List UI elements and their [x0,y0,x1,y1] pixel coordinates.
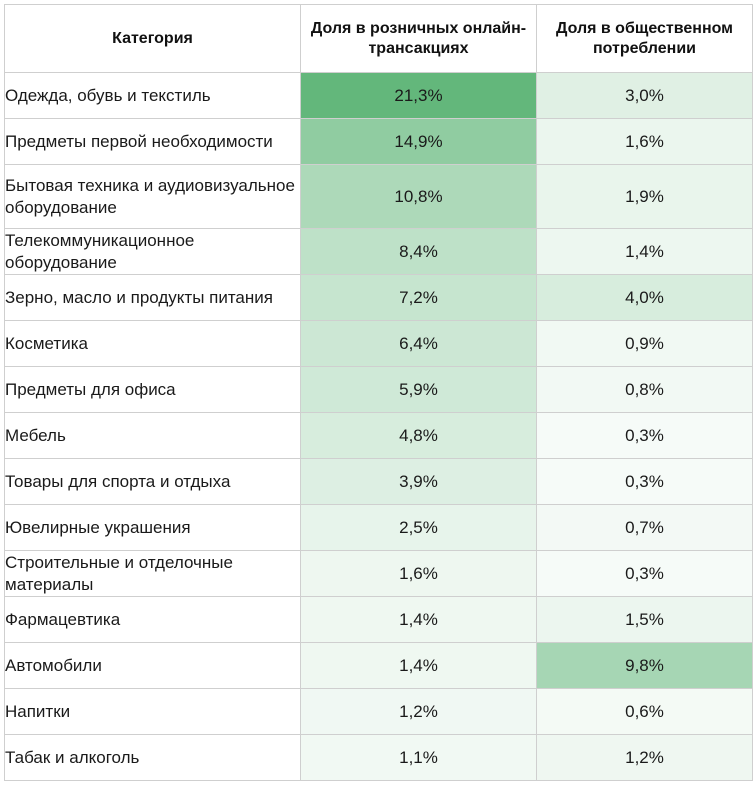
online-share-cell: 10,8% [301,165,537,229]
header-public-share: Доля в общественном потреблении [537,5,753,73]
public-share-cell: 0,6% [537,689,753,735]
online-share-cell: 1,4% [301,643,537,689]
category-cell: Предметы первой необходимости [5,119,301,165]
public-share-cell: 0,8% [537,367,753,413]
table-row [5,689,753,735]
category-cell: Товары для спорта и отдыха [5,459,301,505]
public-share-cell: 1,2% [537,735,753,781]
category-cell: Напитки [5,689,301,735]
category-cell: Бытовая техника и аудиовизуальное оборудование [5,165,301,229]
online-share-cell: 2,5% [301,505,537,551]
category-cell: Ювелирные украшения [5,505,301,551]
public-share-cell: 0,3% [537,413,753,459]
category-cell: Одежда, обувь и текстиль [5,73,301,119]
table-row [5,275,753,321]
public-share-cell: 1,5% [537,597,753,643]
online-share-cell: 1,6% [301,551,537,597]
online-share-cell: 7,2% [301,275,537,321]
public-share-cell: 0,3% [537,551,753,597]
category-cell: Табак и алкоголь [5,735,301,781]
online-share-cell: 8,4% [301,229,537,275]
table-row [5,321,753,367]
category-cell: Фармацевтика [5,597,301,643]
online-share-cell: 21,3% [301,73,537,119]
category-cell: Автомобили [5,643,301,689]
table-row [5,119,753,165]
public-share-cell: 4,0% [537,275,753,321]
table-row [5,413,753,459]
table-row [5,229,753,275]
online-share-cell: 1,2% [301,689,537,735]
category-cell: Косметика [5,321,301,367]
table-row [5,459,753,505]
public-share-cell: 1,9% [537,165,753,229]
online-share-cell: 5,9% [301,367,537,413]
category-cell: Строительные и отделочные материалы [5,551,301,597]
public-share-cell: 3,0% [537,73,753,119]
table-row [5,643,753,689]
table-row [5,505,753,551]
table-row [5,73,753,119]
online-share-cell: 14,9% [301,119,537,165]
category-cell: Предметы для офиса [5,367,301,413]
header-category: Категория [5,5,301,73]
share-table [4,4,753,781]
table-row [5,597,753,643]
online-share-cell: 6,4% [301,321,537,367]
category-cell: Зерно, масло и продукты питания [5,275,301,321]
online-share-cell: 4,8% [301,413,537,459]
online-share-cell: 3,9% [301,459,537,505]
table-row [5,165,753,229]
table-row [5,367,753,413]
public-share-cell: 0,9% [537,321,753,367]
category-cell: Телекоммуникационное оборудование [5,229,301,275]
public-share-cell: 1,6% [537,119,753,165]
online-share-cell: 1,4% [301,597,537,643]
public-share-cell: 1,4% [537,229,753,275]
header-online-share: Доля в розничных онлайн-трансакциях [301,5,537,73]
header-row [5,5,753,73]
category-cell: Мебель [5,413,301,459]
public-share-cell: 0,3% [537,459,753,505]
public-share-cell: 9,8% [537,643,753,689]
online-share-cell: 1,1% [301,735,537,781]
public-share-cell: 0,7% [537,505,753,551]
table-row [5,551,753,597]
table-row [5,735,753,781]
table-body [5,73,753,781]
